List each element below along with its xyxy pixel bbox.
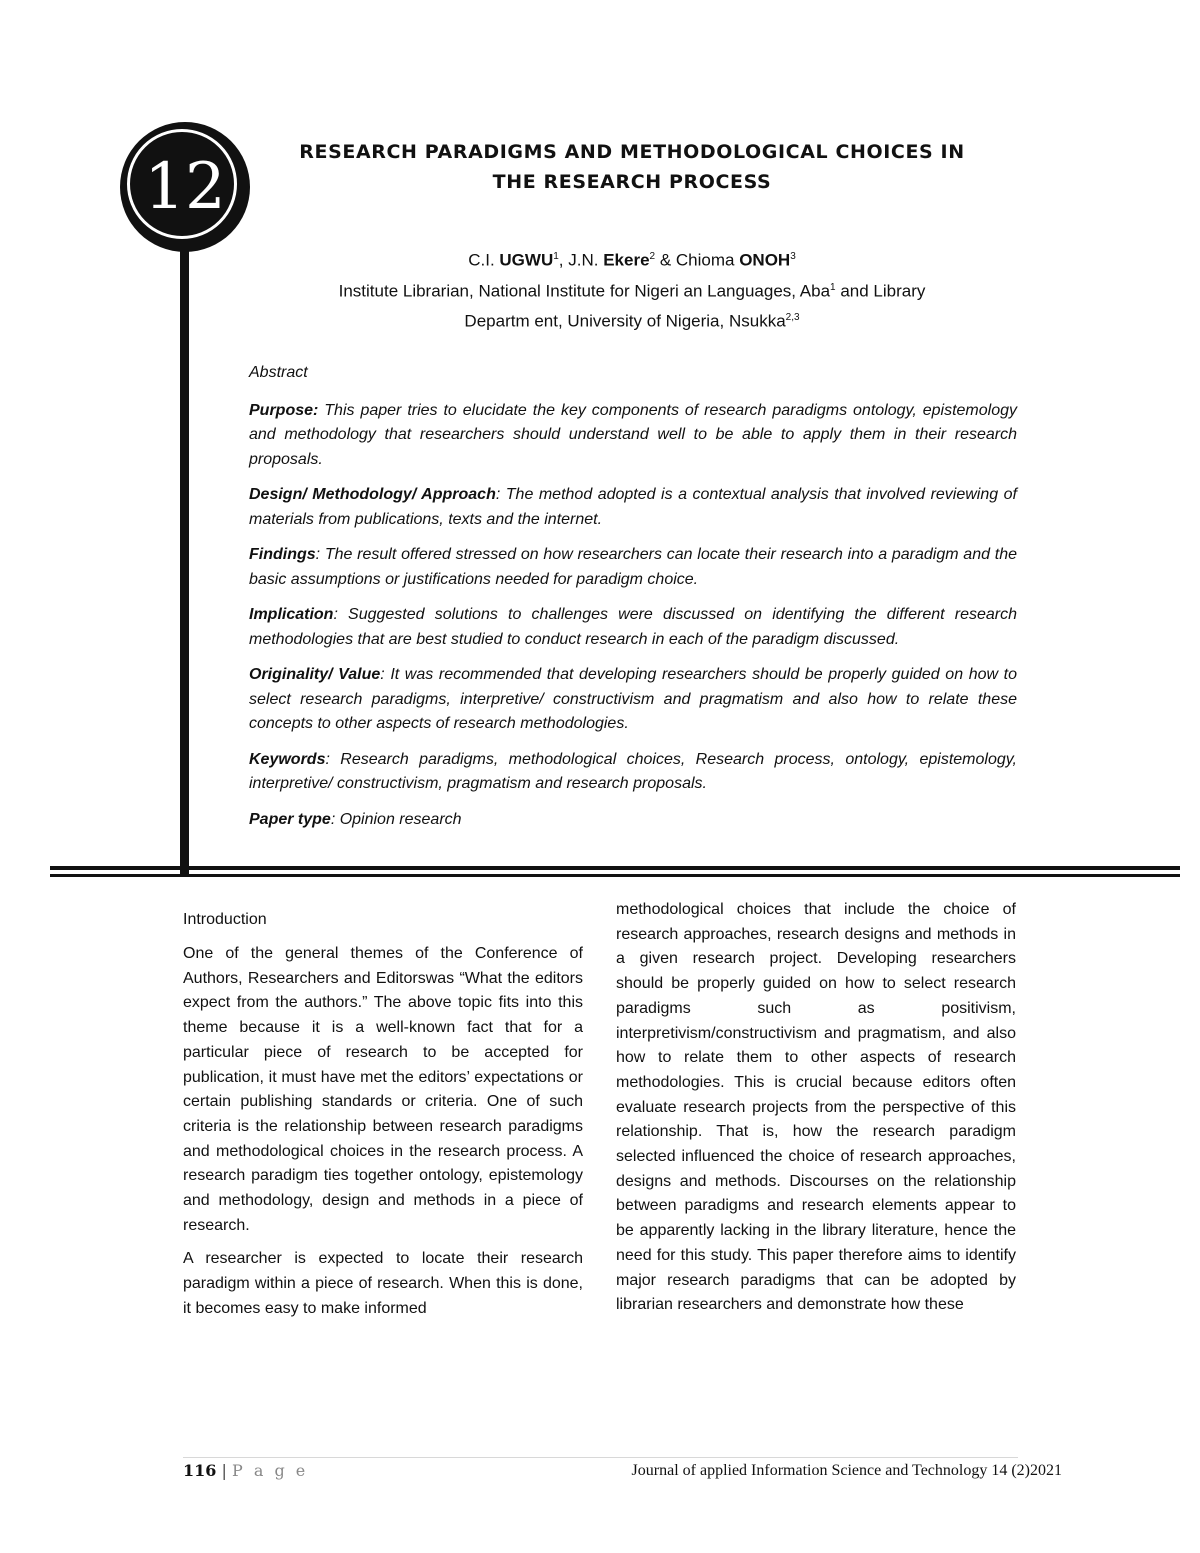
page-footer-number [183, 1461, 308, 1480]
affiliation-1-text: Institute Librarian, National Institute for Nigeri an Languages, Aba [338, 281, 831, 301]
affiliation-2-sup: 2,3 [785, 312, 800, 324]
author-2-name: Ekere [603, 250, 650, 270]
design-label: Design/ Methodology/ Approach [249, 486, 496, 503]
abstract-originality [249, 663, 1017, 737]
keywords-text: : Research paradigms, methodological choices, Research process, ontology, epistemology, interpretive/ constructivism, pragmatism and research proposals. [249, 750, 1017, 792]
affiliation-2-text: Departm ent, University of Nigeria, Nsukka [464, 311, 786, 331]
abstract-keywords [249, 748, 1017, 797]
right-column-paragraph: methodological choices that include the choice of research approaches, research designs and methods in a given research project. Developing researchers should be properly guided on how to select research paradigms such as positivism, interpretivism/constructivism and pragmatism, and also how to relate them to other aspects of research methodologies. This is crucial because editors often evaluate research projects from the perspective of this relationship. That is, how the research paradigm selected influenced the choice of research approaches, designs and methods. Discourses on the relationship between paradigms and research elements appear to be apparently lacking in the library literature, hence the need for this study. This paper therefore aims to identify major research paradigms that can be adopted by librarian researchers and demonstrate how these [616, 901, 1016, 1314]
author-1-name: UGWU [499, 250, 554, 270]
abstract-purpose [249, 399, 1017, 473]
purpose-text: This paper tries to elucidate the key components of research paradigms ontology, epistemology and methodology that researchers should understand well to be able to apply them in their research proposals. [249, 401, 1017, 468]
author-3-sup: 3 [790, 251, 796, 262]
vertical-bar [180, 245, 189, 875]
journal-citation: Journal of applied Information Science and Technology 14 (2)2021 [631, 1462, 1062, 1479]
body-column-right [616, 898, 1016, 1327]
findings-label: Findings [249, 546, 316, 563]
title-line-1: RESEARCH PARADIGMS AND METHODOLOGICAL CHOICES IN [299, 141, 965, 163]
header-divider-bottom [50, 874, 1180, 877]
intro-paragraph-2: A researcher is expected to locate their research paradigm within a piece of research. When this is done, it becomes easy to make informed [183, 1250, 583, 1317]
abstract [249, 361, 1017, 843]
abstract-implication [249, 603, 1017, 652]
keywords-label: Keywords [249, 750, 326, 768]
author-names [232, 243, 1032, 274]
purpose-label: Purpose: [249, 401, 319, 419]
author-1-initials: C.I. [468, 250, 500, 270]
header-divider-top [50, 866, 1180, 870]
affiliation-line-1 [232, 274, 1032, 305]
page-word: P a g e [231, 1461, 309, 1480]
implication-text: : Suggested solutions to challenges were discussed on identifying the different research methodologies that are best studied to conduct research in each of the paradigm discussed. [249, 606, 1017, 648]
intro-paragraph-1: One of the general themes of the Conference of Authors, Researchers and Editorswas “What the editors expect from the authors.” The above topic fits into this theme because it is a well-known fact that for a particular piece of research to be accepted for publication, it must have met the editors’ expectations or certain publishing standards or criteria. One of such criteria is the relationship between research paradigms and methodological choices in the research process. A research paradigm ties together ontology, epistemology and methodology, design and methods in a piece of research. [183, 945, 583, 1234]
footer-divider [183, 1457, 1018, 1458]
abstract-design [249, 483, 1017, 532]
author-2-sup: 2 [649, 251, 656, 262]
implication-label: Implication [249, 606, 334, 623]
page-separator: | [216, 1461, 232, 1480]
introduction-heading: Introduction [183, 911, 267, 928]
abstract-heading: Abstract [249, 364, 308, 381]
author-block [232, 243, 1032, 335]
abstract-paper-type [249, 808, 1017, 833]
paper-type-label: Paper type [249, 810, 331, 828]
paper-title [258, 137, 1006, 197]
author-2-initials: , J.N. [558, 250, 604, 270]
abstract-findings [249, 543, 1017, 592]
title-line-2: THE RESEARCH PROCESS [492, 171, 772, 193]
findings-text: : The result offered stressed on how researchers can locate their research into a paradigm and the basic assumptions or justifications needed for paradigm choice. [249, 546, 1017, 588]
affiliation-1-tail: and Library [835, 281, 926, 301]
originality-text: : It was recommended that developing researchers should be properly guided on how to select research paradigms, interpretive/ constructivism and pragmatism and also how to relate these concepts to other aspects of research methodologies. [249, 666, 1017, 732]
body-column-left [183, 908, 583, 1331]
originality-label: Originality/ Value [249, 666, 381, 683]
affiliation-line-2 [232, 304, 1032, 335]
paper-type-text: : Opinion research [330, 810, 462, 828]
author-3-first-name: & Chioma [655, 250, 740, 270]
author-1-sup: 1 [553, 251, 559, 262]
affiliation-1-sup: 1 [830, 281, 836, 293]
design-text: : The method adopted is a contextual analysis that involved reviewing of materials from publications, texts and the internet. [249, 486, 1017, 528]
author-3-name: ONOH [739, 250, 791, 270]
chapter-number: 12 [144, 150, 226, 224]
page-number: 116 [183, 1461, 217, 1480]
